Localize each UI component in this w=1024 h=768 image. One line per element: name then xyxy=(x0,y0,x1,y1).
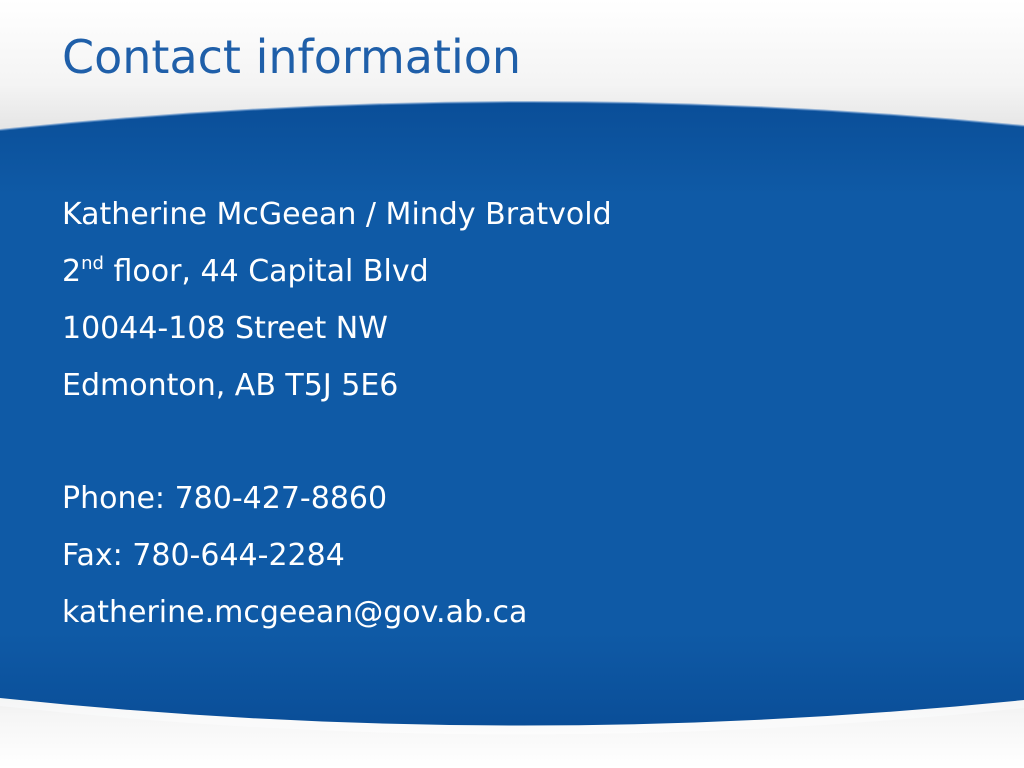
contact-city: Edmonton, AB T5J 5E6 xyxy=(62,368,399,403)
contact-block xyxy=(62,186,612,641)
spacer xyxy=(62,414,612,470)
floor-ordinal-suffix: nd xyxy=(81,253,104,274)
floor-number: 2 xyxy=(62,254,82,289)
contact-street: 10044-108 Street NW xyxy=(62,311,388,346)
contact-email[interactable]: katherine.mcgeean@gov.ab.ca xyxy=(62,595,528,630)
slide-title: Contact information xyxy=(62,30,522,84)
floor-address-rest: floor, 44 Capital Blvd xyxy=(103,254,429,289)
contact-address-floor xyxy=(62,243,612,300)
contact-names: Katherine McGeean / Mindy Bratvold xyxy=(62,197,612,232)
contact-fax: Fax: 780-644-2284 xyxy=(62,538,345,573)
contact-phone: Phone: 780-427-8860 xyxy=(62,481,388,516)
